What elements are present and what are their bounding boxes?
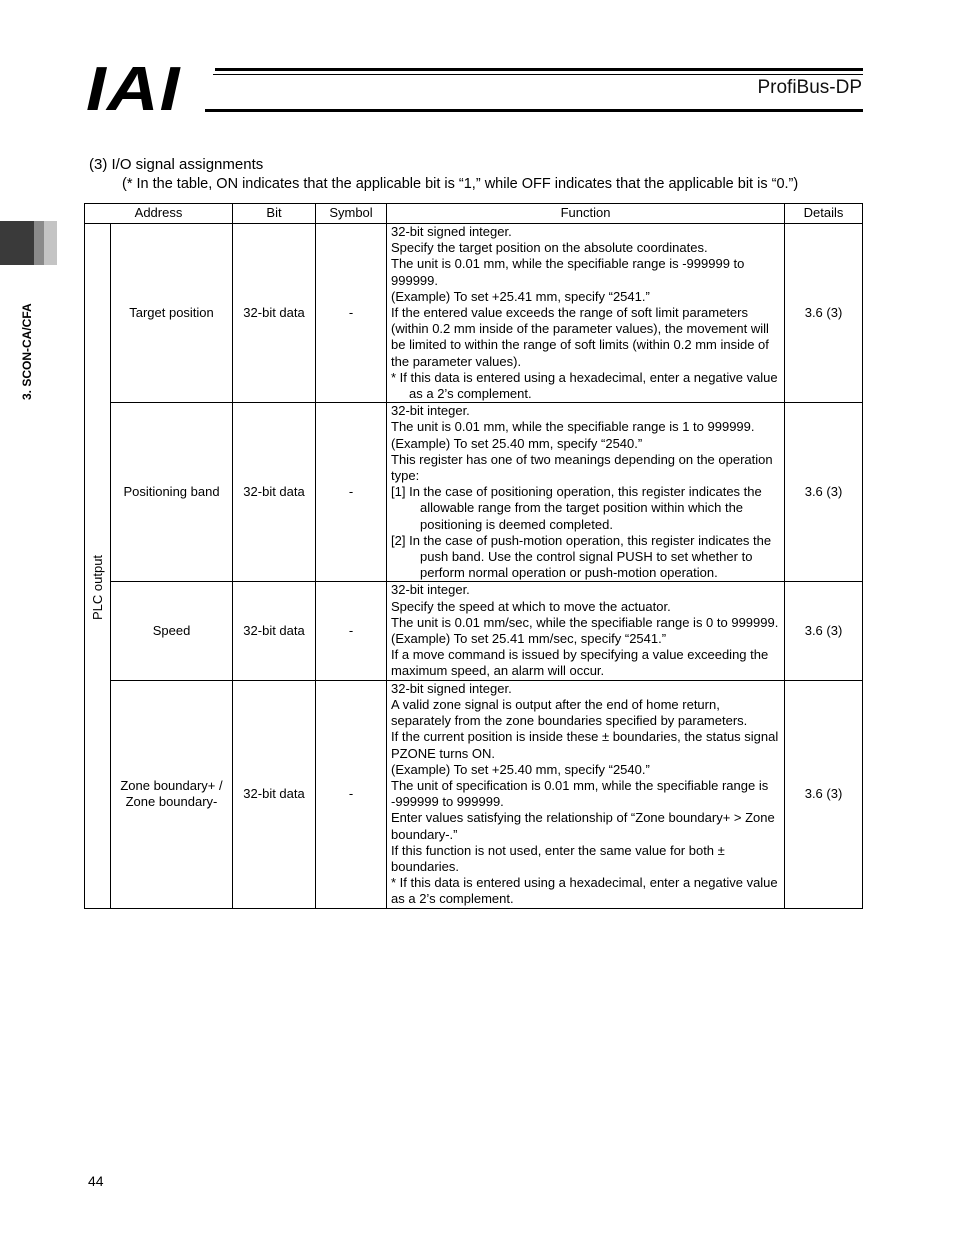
table-row xyxy=(85,224,863,403)
header-bit: Bit xyxy=(233,204,316,224)
chapter-tab-mid xyxy=(34,221,44,265)
function-line: Specify the speed at which to move the actuator. xyxy=(391,598,671,614)
product-name: ProfiBus-DP xyxy=(757,77,862,98)
function-line: 32-bit integer. xyxy=(391,582,470,598)
function-line: (Example) To set 25.41 mm/sec, specify “2541.” xyxy=(391,631,667,647)
function-line: 32-bit signed integer. xyxy=(391,224,512,239)
plc-output-label: PLC output xyxy=(90,554,105,620)
plc-output-group xyxy=(85,224,111,909)
function-line: The unit of specification is 0.01 mm, while the specifiable range is -999999 to 999999. xyxy=(391,777,769,810)
function-cell xyxy=(387,582,785,680)
section-title: (3) I/O signal assignments xyxy=(89,156,264,173)
address-cell: Zone boundary+ / Zone boundary- xyxy=(111,680,233,908)
header-function: Function xyxy=(387,204,785,224)
bit-cell: 32-bit data xyxy=(233,403,316,582)
table-row xyxy=(85,582,863,680)
bit-cell: 32-bit data xyxy=(233,680,316,908)
details-cell: 3.6 (3) xyxy=(785,403,863,582)
details-cell: 3.6 (3) xyxy=(785,582,863,680)
function-cell xyxy=(387,680,785,908)
header-details: Details xyxy=(785,204,863,224)
function-cell xyxy=(387,224,785,403)
header-rule-thin xyxy=(213,74,863,75)
function-line: Specify the target position on the absolute coordinates. xyxy=(391,240,708,256)
details-cell: 3.6 (3) xyxy=(785,224,863,403)
function-line: (Example) To set 25.40 mm, specify “2540.” xyxy=(391,435,643,451)
function-line: If the current position is inside these ± boundaries, the status signal PZONE turns ON. xyxy=(391,729,779,761)
chapter-tab-light xyxy=(44,221,57,265)
function-line: If the entered value exceeds the range of soft limit parameters (within 0.2 mm inside of the parameter values), the movement will be limited to within the range of soft limits (within 0.2 mm inside of the parameter values). xyxy=(391,305,769,369)
function-line: (Example) To set +25.41 mm, specify “2541.” xyxy=(391,288,650,304)
table-header-row xyxy=(85,204,863,224)
details-cell: 3.6 (3) xyxy=(785,680,863,908)
function-line: The unit is 0.01 mm, while the specifiable range is -999999 to 999999. xyxy=(391,256,745,288)
address-cell: Speed xyxy=(111,582,233,680)
header-rule-top xyxy=(215,68,863,71)
symbol-cell: - xyxy=(316,224,387,403)
io-signal-table xyxy=(84,203,863,909)
symbol-cell: - xyxy=(316,680,387,908)
iai-logo: IAI xyxy=(86,55,181,124)
function-line: The unit is 0.01 mm, while the specifiable range is 1 to 999999. xyxy=(391,419,755,435)
function-list-item: [2] In the case of push-motion operation, this register indicates the push band. Use the control signal PUSH to set whether to perform normal operation or push-motion operation. xyxy=(391,532,772,581)
table-row xyxy=(85,403,863,582)
section-note: (* In the table, ON indicates that the applicable bit is “1,” while OFF indicates that the applicable bit is “0.”) xyxy=(122,176,799,192)
function-line: Enter values satisfying the relationship of “Zone boundary+ > Zone boundary-.” xyxy=(391,810,775,842)
function-line: If a move command is issued by specifying a value exceeding the maximum speed, an alarm will occur. xyxy=(391,647,769,679)
function-line: The unit is 0.01 mm/sec, while the specifiable range is 0 to 999999. xyxy=(391,614,779,630)
chapter-tab-dark xyxy=(0,221,34,265)
bit-cell: 32-bit data xyxy=(233,224,316,403)
function-line: A valid zone signal is output after the end of home return, separately from the zone boundaries specified by parameters. xyxy=(391,696,748,729)
header-symbol: Symbol xyxy=(316,204,387,224)
header-address: Address xyxy=(85,204,233,224)
function-line: 32-bit integer. xyxy=(391,403,470,419)
function-cell xyxy=(387,403,785,582)
symbol-cell: - xyxy=(316,403,387,582)
function-line: This register has one of two meanings depending on the operation type: xyxy=(391,451,773,484)
function-line: (Example) To set +25.40 mm, specify “2540.” xyxy=(391,761,650,777)
table-row xyxy=(85,680,863,908)
address-cell: Positioning band xyxy=(111,403,233,582)
header-rule-bottom xyxy=(205,109,863,112)
function-line: 32-bit signed integer. xyxy=(391,680,512,696)
address-cell: Target position xyxy=(111,224,233,403)
function-line: If this function is not used, enter the same value for both ± boundaries. xyxy=(391,842,725,874)
symbol-cell: - xyxy=(316,582,387,680)
chapter-label: 3. SCON-CA/CFA xyxy=(20,303,34,400)
function-note: * If this data is entered using a hexadecimal, enter a negative value as a 2’s complement. xyxy=(391,875,778,907)
function-list-item: [1] In the case of positioning operation, this register indicates the allowable range from the target position within which the positioning is deemed completed. xyxy=(391,484,762,532)
bit-cell: 32-bit data xyxy=(233,582,316,680)
function-note: * If this data is entered using a hexadecimal, enter a negative value as a 2’s complement. xyxy=(391,369,778,402)
page-number: 44 xyxy=(88,1173,104,1189)
